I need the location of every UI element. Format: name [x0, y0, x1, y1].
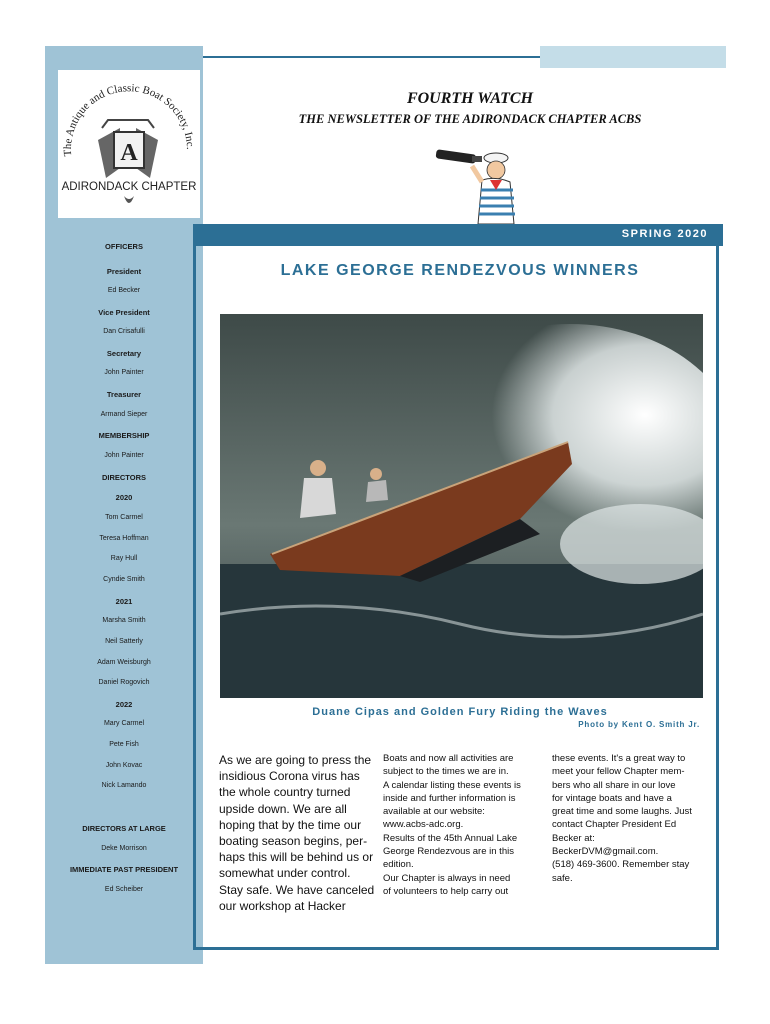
article-line: BeckerDVM@gmail.com.: [552, 846, 659, 858]
sailor-telescope-illustration: [432, 146, 532, 224]
article-line: As we are going to press the: [219, 753, 372, 767]
article-line: Stay safe. We have canceled: [219, 882, 375, 897]
sidebar-name: Ed Scheiber: [104, 886, 144, 893]
article-line: hoping that by the time our: [219, 817, 362, 832]
article-column-1: [219, 752, 375, 914]
boat-photo: [220, 314, 703, 698]
sidebar-name: John Painter: [104, 452, 144, 459]
sidebar-name: Armand Sieper: [100, 411, 148, 418]
article-line: upside down. We are all: [219, 801, 347, 816]
sidebar-name: Nick Lamando: [101, 782, 147, 789]
sidebar-heading: IMMEDIATE PAST PRESIDENT: [69, 865, 179, 874]
article-line: our workshop at Hacker: [219, 898, 346, 913]
article-line: Boats and now all activities are: [383, 753, 514, 764]
article-headline: LAKE GEORGE RENDEZVOUS WINNERS: [280, 262, 640, 279]
article-line: edition.: [383, 859, 414, 871]
article-line: the whole country turned: [219, 785, 351, 800]
article-line: A calendar listing these events is: [383, 779, 521, 791]
sidebar-heading: Vice President: [98, 308, 150, 317]
article-line: safe.: [552, 872, 573, 884]
article-line: boating season begins, per-: [219, 834, 368, 849]
photo-caption: Duane Cipas and Golden Fury Riding the Waves: [312, 706, 608, 718]
sidebar-name: Neil Satterly: [105, 638, 143, 645]
sidebar-name: Deke Morrison: [101, 845, 147, 852]
chapter-logo: [58, 70, 200, 218]
sidebar-heading: DIRECTORS: [101, 473, 147, 482]
article-line: of volunteers to help carry out: [383, 885, 509, 897]
article-line: these events. It's a great way to: [552, 753, 686, 764]
sidebar-heading: OFFICERS: [105, 242, 143, 251]
issue-season: SPRING 2020: [621, 228, 708, 240]
sidebar-heading: 2021: [115, 597, 133, 606]
photo-credit: Photo by Kent O. Smith Jr.: [578, 720, 700, 729]
sidebar-heading: DIRECTORS AT LARGE: [82, 824, 166, 833]
article-line: for vintage boats and have a: [552, 792, 672, 804]
sidebar-name: Tom Carmel: [105, 514, 143, 521]
newsletter-title: FOURTH WATCH: [406, 90, 534, 107]
article-line: bers who all share in our love: [552, 779, 676, 791]
sidebar-name: Adam Weisburgh: [97, 659, 151, 666]
sidebar-heading: President: [106, 267, 142, 276]
sidebar-heading: 2020: [115, 493, 133, 502]
article-line: available at our website:: [383, 806, 485, 818]
sidebar-name: John Painter: [104, 369, 144, 376]
logo-letter: A: [120, 140, 138, 166]
sidebar-name: Ed Becker: [107, 287, 141, 294]
article-line: great time and some laughs. Just: [552, 806, 692, 818]
article-line: subject to the times we are in.: [383, 766, 509, 778]
article-line: Results of the 45th Annual Lake: [383, 832, 518, 844]
logo-chapter-text: ADIRONDACK CHAPTER: [61, 181, 197, 193]
sidebar-heading: MEMBERSHIP: [98, 431, 150, 440]
article-line: Our Chapter is always in need: [383, 872, 511, 884]
newsletter-subtitle: THE NEWSLETTER OF THE ADIRONDACK CHAPTER ACBS: [298, 112, 642, 126]
logo-arc-text: The Antique and Classic Boat Society, Inc.: [61, 82, 197, 157]
sidebar-name: Dan Crisafulli: [103, 328, 145, 335]
sidebar-name: John Kovac: [105, 762, 143, 769]
article-line: somewhat under control.: [219, 866, 351, 881]
article-column-2: [383, 752, 533, 898]
article-line: George Rendezvous are in this: [383, 846, 514, 858]
sidebar-name: Pete Fish: [109, 741, 139, 748]
sidebar-name: Marsha Smith: [102, 617, 146, 624]
article-line: Becker at:: [552, 832, 595, 844]
article-line: www.acbs-adc.org.: [383, 819, 464, 831]
sidebar-name: Daniel Rogovich: [98, 679, 150, 686]
sidebar-heading: 2022: [115, 700, 133, 709]
article-line: meet your fellow Chapter mem-: [552, 766, 685, 778]
sidebar-heading: Secretary: [106, 349, 142, 358]
article-line: haps this will be behind us or: [219, 850, 374, 865]
article-line: contact Chapter President Ed: [552, 819, 677, 831]
article-line: inside and further information is: [383, 792, 516, 804]
sidebar-name: Teresa Hoffman: [99, 535, 149, 542]
sidebar-heading: Treasurer: [106, 390, 142, 399]
sidebar-name: Ray Hull: [110, 555, 138, 562]
sidebar-name: Mary Carmel: [103, 720, 145, 727]
article-line: insidious Corona virus has: [219, 769, 360, 784]
sidebar-name: Cyndie Smith: [103, 576, 145, 583]
top-accent-tab: [540, 46, 726, 68]
article-column-3: [552, 752, 707, 885]
article-line: (518) 469-3600. Remember stay: [552, 859, 690, 871]
